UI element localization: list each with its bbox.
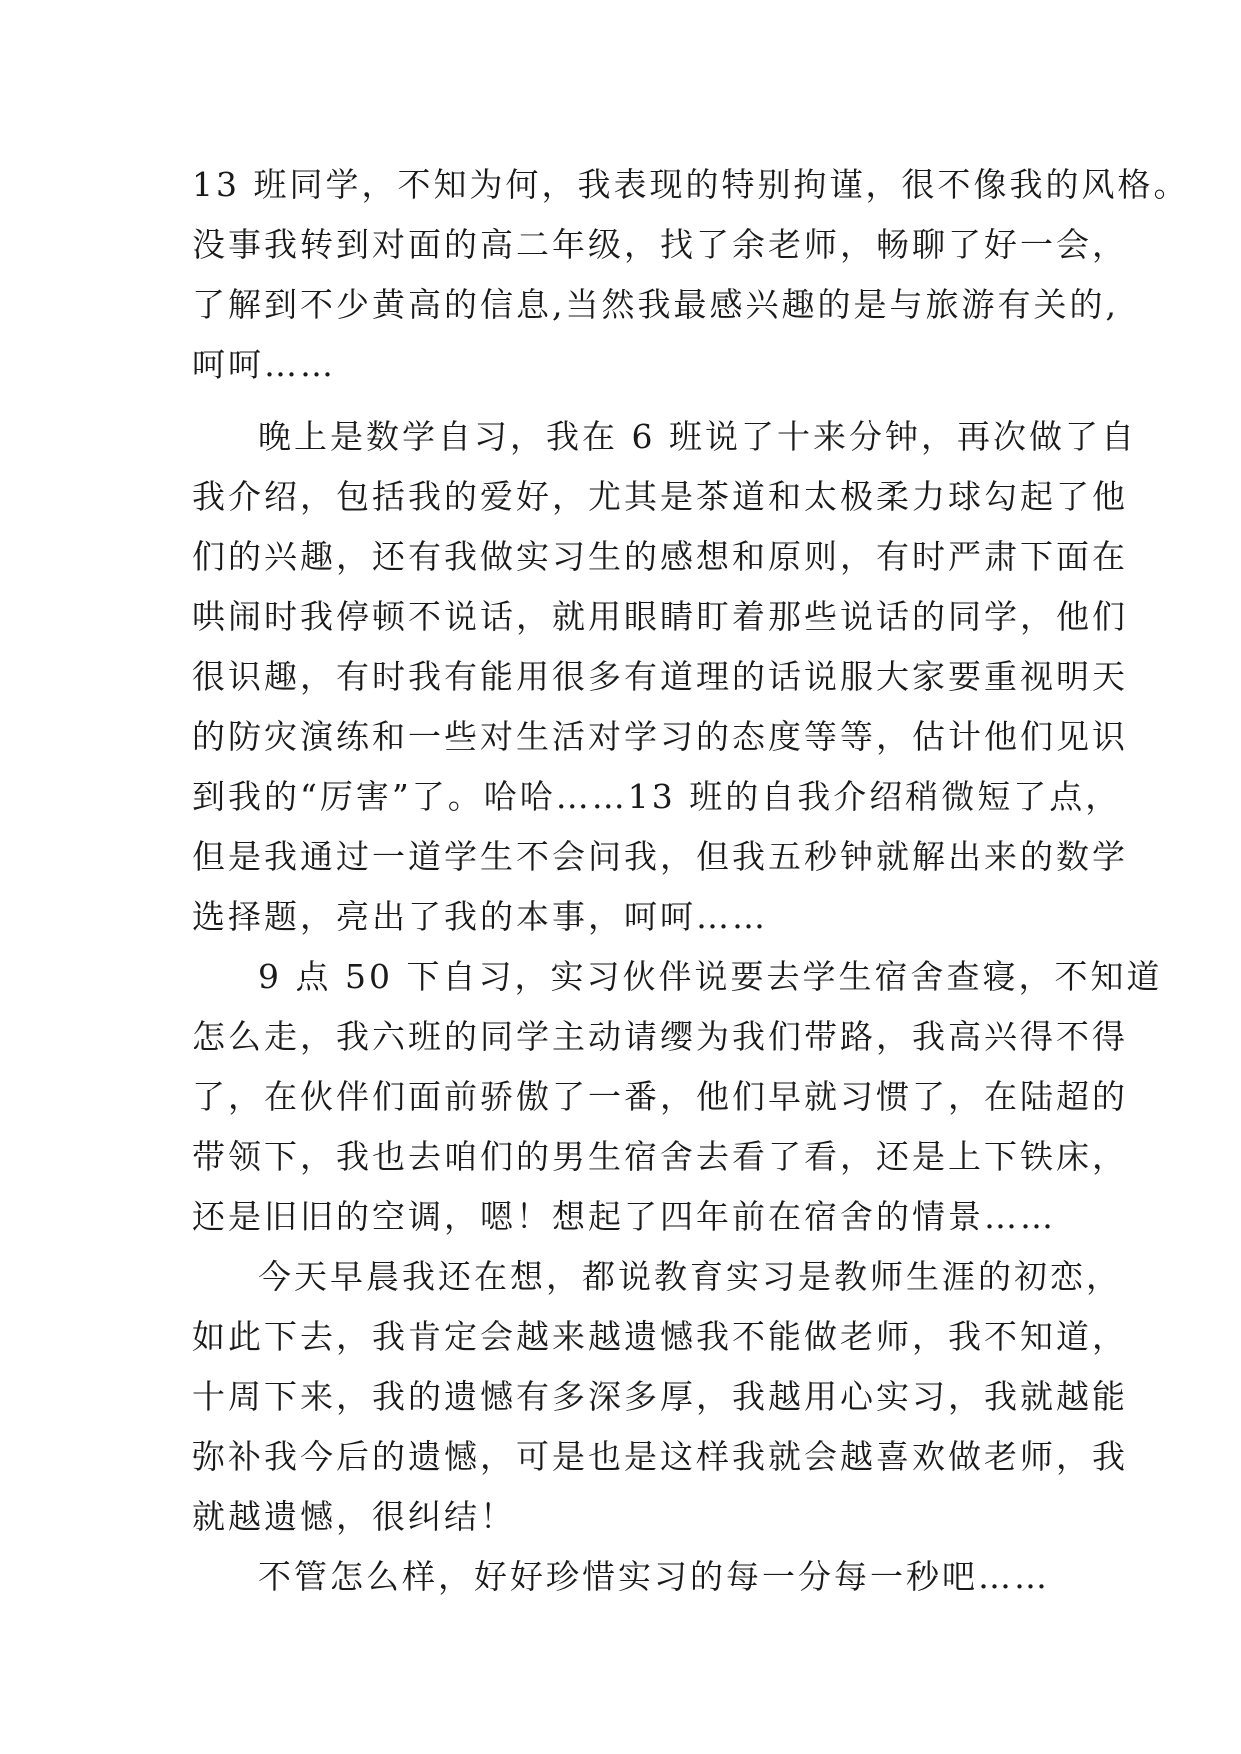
text-line: 十周下来，我的遗憾有多深多厚，我越用心实习，我就越能 [192,1377,1128,1416]
text-line: 了，在伙伴们面前骄傲了一番，他们早就习惯了，在陆超的 [192,1077,1128,1116]
text-line: 9 点 50 下自习，实习伙伴说要去学生宿舍查寝，不知道 [258,957,1163,996]
text-line: 如此下去，我肯定会越来越遗憾我不能做老师，我不知道， [192,1317,1128,1356]
text-line: 还是旧旧的空调，嗯！想起了四年前在宿舍的情景…… [192,1197,1056,1236]
paragraph-gap [192,395,1092,407]
text-line: 们的兴趣，还有我做实习生的感想和原则，有时严肃下面在 [192,537,1128,576]
text-line: 到我的“厉害”了。哈哈……13 班的自我介绍稍微短了点， [192,777,1122,816]
text-line: 很识趣，有时我有能用很多有道理的话说服大家要重视明天 [192,657,1128,696]
text-line: 哄闹时我停顿不说话，就用眼睛盯着那些说话的同学，他们 [192,597,1128,636]
text-line: 选择题，亮出了我的本事，呵呵…… [192,897,768,936]
text-line: 今天早晨我还在想，都说教育实习是教师生涯的初恋， [258,1257,1122,1296]
text-line: 没事我转到对面的高二年级，找了余老师，畅聊了好一会， [192,225,1128,264]
text-line: 但是我通过一道学生不会问我，但我五秒钟就解出来的数学 [192,837,1128,876]
text-line: 不管怎么样，好好珍惜实习的每一分每一秒吧…… [258,1557,1050,1596]
text-line: 呵呵…… [192,345,336,384]
document-body [192,155,1190,1607]
text-line: 怎么走，我六班的同学主动请缨为我们带路，我高兴得不得 [192,1017,1128,1056]
paragraph-1 [192,155,1190,395]
paragraph-5 [192,1547,1092,1607]
text-line: 13 班同学，不知为何，我表现的特别拘谨，很不像我的风格。 [192,165,1190,204]
text-line: 我介绍，包括我的爱好，尤其是茶道和太极柔力球勾起了他 [192,477,1128,516]
text-line: 了解到不少黄高的信息,当然我最感兴趣的是与旅游有关的, [192,285,1119,324]
text-line: 的防灾演练和一些对生活对学习的态度等等，估计他们见识 [192,717,1128,756]
text-line: 弥补我今后的遗憾，可是也是这样我就会越喜欢做老师，我 [192,1437,1128,1476]
text-line: 晚上是数学自习，我在 6 班说了十来分钟，再次做了自 [258,417,1137,456]
text-line: 就越遗憾，很纠结！ [192,1497,516,1536]
paragraph-2 [192,407,1137,947]
paragraph-3 [192,947,1163,1247]
paragraph-4 [192,1247,1128,1547]
text-line: 带领下，我也去咱们的男生宿舍去看了看，还是上下铁床， [192,1137,1128,1176]
